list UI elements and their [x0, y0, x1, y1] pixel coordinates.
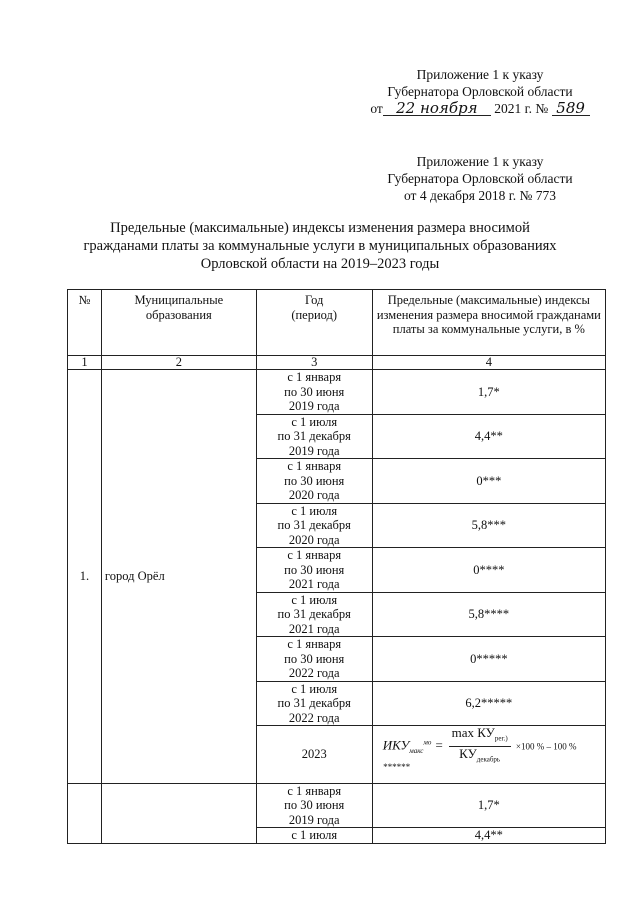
document-title [70, 219, 570, 273]
formula-lhs: ИКУ [382, 737, 410, 753]
decree-date-line [355, 100, 605, 117]
governor-line: Губернатора Орловской области [387, 84, 573, 99]
index-formula: $ИКУ_{макс}^{мо}$ = $\frac{\max КУ_{рег.)}}{КУ_{декабрь}}$ ×100 % – 100 % ****** [372, 726, 605, 784]
year-suffix: 2021 г. № [494, 101, 549, 116]
period-start: с 1 июля [291, 503, 338, 518]
period-start: с 1 января [287, 459, 342, 473]
index-value: 5,8*** [372, 503, 605, 548]
period-year: 2019 года [288, 399, 340, 413]
column-number: 4 [372, 356, 605, 370]
appendix-line: Приложение 1 к указу [416, 154, 544, 169]
period-cell [256, 548, 372, 593]
period-end: по 30 июня [284, 798, 345, 813]
period-year: 2021 года [288, 621, 340, 636]
period-end: по 31 декабря [277, 696, 351, 710]
municipality-name [101, 783, 256, 843]
header-index: Предельные (максимальные) индексы изменения размера вносимой гражданами платы за коммунальные услуги, в % [372, 290, 605, 356]
period-start: с 1 июля [291, 681, 338, 696]
period-cell [256, 828, 372, 844]
period-end: по 30 июня [284, 473, 345, 488]
date-prefix: от [370, 101, 383, 116]
index-value: 1,7* [372, 783, 605, 828]
row-number: 1. [68, 370, 102, 784]
table-row [68, 370, 606, 415]
handwritten-number: 589 [552, 101, 590, 116]
period-cell [256, 414, 372, 459]
index-value: 4,4** [372, 828, 605, 844]
period-cell [256, 503, 372, 548]
handwritten-date: 22 ноября [383, 101, 491, 116]
period-start: с 1 января [287, 783, 342, 798]
governor-line: Губернатора Орловской области [387, 171, 573, 186]
title-line: Орловской области на 2019–2023 годы [200, 256, 440, 272]
appendix-line: Приложение 1 к указу [416, 67, 544, 82]
period-year: 2020 года [288, 532, 340, 547]
index-value: 0*** [372, 459, 605, 504]
index-value: 0***** [372, 637, 605, 682]
period-end: по 30 июня [284, 384, 345, 399]
period-year: 2019 года [288, 443, 340, 458]
period-start: с 1 января [287, 637, 342, 651]
table-header-row [68, 290, 606, 356]
period-start: с 1 июля [291, 828, 338, 843]
table-row [68, 783, 606, 828]
index-table [67, 289, 606, 844]
index-value: 5,8**** [372, 592, 605, 637]
column-number: 1 [68, 356, 102, 370]
period-start: с 1 июля [291, 592, 338, 607]
period-cell [256, 370, 372, 415]
period-cell [256, 637, 372, 682]
final-year: 2023 [256, 726, 372, 784]
appendix-header-original [355, 153, 605, 204]
title-line: Предельные (максимальные) индексы изменения размера вносимой [110, 220, 530, 236]
period-year: 2020 года [288, 488, 340, 502]
formula-footnote-marks: ****** [382, 762, 410, 773]
period-cell [256, 681, 372, 726]
period-year: 2022 года [288, 666, 340, 680]
numerator-sub: рег.) [494, 734, 508, 743]
header-year: Год (период) [256, 290, 372, 356]
denominator-sub: декабрь [476, 755, 501, 764]
index-value: 0**** [372, 548, 605, 593]
period-end: по 31 декабря [277, 607, 351, 621]
period-year: 2021 года [288, 577, 340, 591]
municipality-name: город Орёл [101, 370, 256, 784]
fraction-numerator [449, 726, 511, 747]
numerator-text: max КУ [451, 725, 495, 740]
index-value: 4,4** [372, 414, 605, 459]
period-end: по 31 декабря [277, 429, 351, 443]
column-number-row [68, 356, 606, 370]
column-number: 2 [101, 356, 256, 370]
period-start: с 1 июля [291, 414, 338, 429]
denominator-text: КУ [459, 746, 477, 762]
period-cell [256, 592, 372, 637]
period-start: с 1 января [287, 548, 342, 562]
index-value: 1,7* [372, 370, 605, 415]
original-decree-date: от 4 декабря 2018 г. № 773 [403, 188, 557, 203]
row-number [68, 783, 102, 843]
period-end: по 30 июня [284, 651, 345, 666]
fraction-denominator [449, 747, 511, 767]
period-cell [256, 459, 372, 504]
period-start: с 1 января [287, 370, 342, 384]
formula-lhs-sub: макс [409, 747, 424, 756]
title-line: гражданами платы за коммунальные услуги в муниципальных образованиях [83, 238, 557, 254]
formula-tail: ×100 % – 100 % [515, 741, 577, 752]
period-end: по 31 декабря [277, 518, 351, 532]
appendix-header-current [355, 66, 605, 117]
formula-fraction [449, 726, 511, 767]
header-municipality: Муниципальные образования [101, 290, 256, 356]
formula-lhs-sup: мо [423, 738, 432, 747]
header-num: № [68, 290, 102, 356]
period-year: 2022 года [288, 710, 340, 725]
period-cell [256, 783, 372, 828]
column-number: 3 [256, 356, 372, 370]
period-end: по 30 июня [284, 562, 345, 577]
period-year: 2019 года [288, 812, 340, 827]
index-value: 6,2***** [372, 681, 605, 726]
